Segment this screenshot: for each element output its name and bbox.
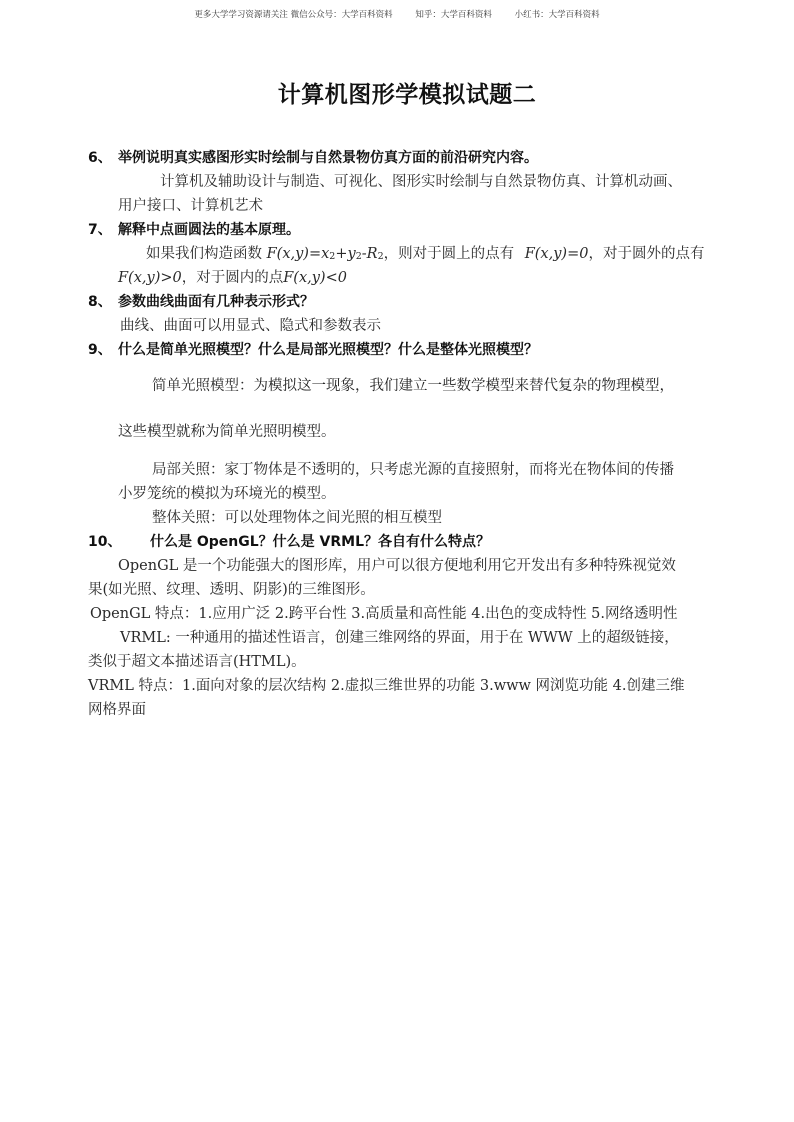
q9-local-line1: 局部关照：家丁物体是不透明的，只考虑光源的直接照射，而将光在物体间的传播 xyxy=(152,462,674,478)
q9-simple-line1 xyxy=(152,376,674,396)
q7-formula-exp2: 2 xyxy=(355,251,362,262)
q7-question-text: 解释中点画圆法的基本原理。 xyxy=(118,222,300,238)
q7-answer-mid: ，则对于圆上的点有 xyxy=(383,246,515,262)
q9-question-text: 什么是简单光照模型？什么是局部光照模型？什么是整体光照模型？ xyxy=(118,342,538,358)
q7-formula-part-a: F(x,y)=x xyxy=(266,246,330,262)
q7-formula-inside: F(x,y)<0 xyxy=(283,270,347,286)
page-header xyxy=(0,8,794,20)
q8-number: 8、 xyxy=(88,294,112,310)
header-wechat: 更多大学学习资源请关注 微信公众号：大学百科资料 xyxy=(194,10,393,20)
q7-formula-circle xyxy=(267,246,384,262)
q7-formula-on-circle: F(x,y)=0 xyxy=(524,246,589,262)
q8-question xyxy=(88,292,314,312)
q9-global: 整体关照：可以处理物体之间光照的相互模型 xyxy=(152,510,442,526)
q8-answer: 曲线、曲面可以用显式、隐式和参数表示 xyxy=(120,318,381,334)
q9-question xyxy=(88,340,538,360)
header-zhihu: 知乎：大学百科资料 xyxy=(415,10,492,20)
q7-question xyxy=(88,220,300,240)
q9-simple-text: 为模拟这一现象，我们建立一些数学模型来替代复杂的物理模型， xyxy=(253,378,674,394)
q6-answer-line1: 计算机及辅助设计与制造、可视化、图形实时绘制与自然景物仿真、计算机动画、 xyxy=(160,174,682,190)
q10-question-text: 什么是 OpenGL？什么是 VRML？各自有什么特点？ xyxy=(150,534,491,550)
q8-question-text: 参数曲线曲面有几种表示形式？ xyxy=(118,294,314,310)
page-title: 计算机图形学模拟试题二 xyxy=(277,82,537,108)
q7-answer-tail: ，对于圆外的点有 xyxy=(588,246,705,262)
q10-number: 10、 xyxy=(88,534,122,550)
q7-answer-line2 xyxy=(118,268,347,288)
q7-answer-line2-mid: ，对于圆内的点 xyxy=(181,270,284,286)
q6-answer-line2: 用户接口、计算机艺术 xyxy=(118,198,263,214)
q6-number: 6、 xyxy=(88,150,112,166)
q7-formula-part-b: +y xyxy=(335,246,356,262)
q7-answer-line1 xyxy=(146,244,704,267)
q6-question-text: 举例说明真实感图形实时绘制与自然景物仿真方面的前沿研究内容。 xyxy=(118,150,538,166)
q7-number: 7、 xyxy=(88,222,112,238)
header-xiaohongshu: 小红书：大学百科资料 xyxy=(514,10,600,20)
q10-vrml-line2: 类似于超文本描述语言(HTML)。 xyxy=(88,654,306,670)
q7-formula-outside: F(x,y)>0 xyxy=(118,270,182,286)
q9-simple-label: 简单光照模型： xyxy=(152,378,254,394)
q10-vrml-features-line2: 网格界面 xyxy=(88,702,146,718)
q7-answer-prefix: 如果我们构造函数 xyxy=(146,246,262,262)
q10-question xyxy=(88,532,490,552)
q7-formula-exp1: 2 xyxy=(329,251,336,262)
q9-local-line2: 小罗笼统的模拟为环境光的模型。 xyxy=(118,486,336,502)
q7-formula-part-c: -R xyxy=(361,246,378,262)
q10-opengl-line1: OpenGL 是一个功能强大的图形库，用户可以很方便地利用它开发出有多种特殊视觉效 xyxy=(118,558,676,574)
q7-formula-exp3: 2 xyxy=(377,251,384,262)
q6-question xyxy=(88,148,538,168)
q9-simple-line2: 这些模型就称为简单光照明模型。 xyxy=(118,424,336,440)
q10-opengl-line2: 果(如光照、纹理、透明、阴影)的三维图形。 xyxy=(88,582,375,598)
q9-number: 9、 xyxy=(88,342,112,358)
q10-vrml-features-line1: VRML 特点：1.面向对象的层次结构 2.虚拟三维世界的功能 3.www 网浏览功能 4.创建三维 xyxy=(88,678,685,694)
q10-vrml-line1: VRML: 一种通用的描述性语言，创建三维网络的界面，用于在 WWW 上的超级链接， xyxy=(120,630,679,646)
q10-opengl-features: OpenGL 特点：1.应用广泛 2.跨平台性 3.高质量和高性能 4.出色的变成特性 5.网络透明性 xyxy=(90,606,678,622)
